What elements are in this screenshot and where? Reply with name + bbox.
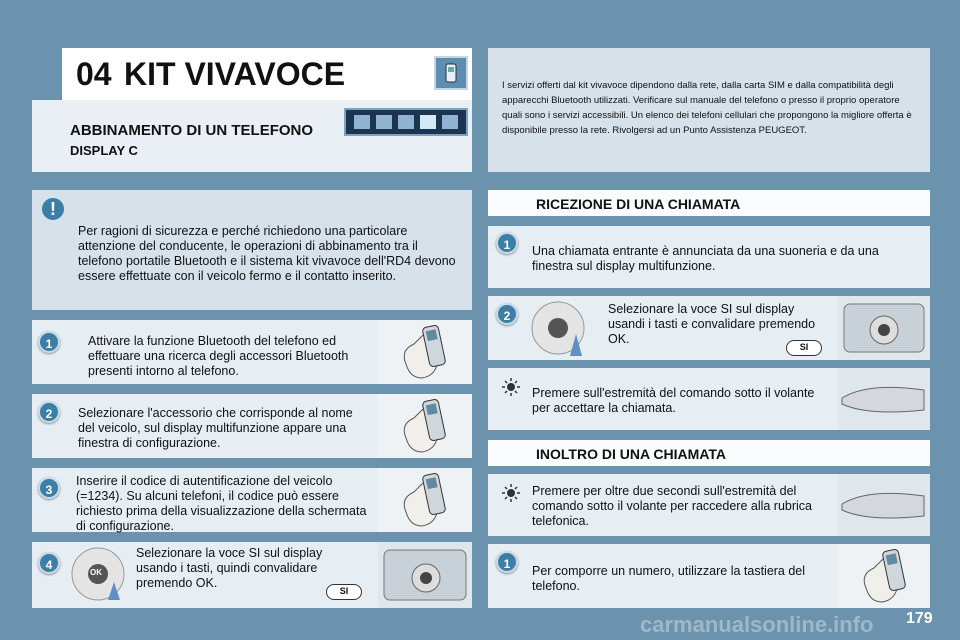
tab-square-icon	[376, 115, 392, 129]
watermark: carmanualsonline.info	[640, 612, 874, 637]
sun-icon	[502, 484, 520, 502]
step-2-panel	[32, 394, 472, 458]
step-text: Selezionare la voce SI sul display usandi i tasti e convalidare premendo OK.	[608, 302, 816, 346]
phone-hand-image	[378, 394, 472, 458]
section-subtitle: DISPLAY C	[70, 143, 138, 158]
section-header	[32, 100, 472, 172]
step-1-panel	[32, 320, 472, 384]
reception-step-3-panel	[488, 368, 930, 430]
reception-step-2-panel	[488, 296, 930, 360]
outgoing-title: INOLTRO DI UNA CHIAMATA	[536, 446, 727, 462]
outgoing-header	[488, 440, 930, 466]
sun-icon	[502, 378, 520, 396]
warning-text: Per ragioni di sicurezza e perché richiedono una particolare attenzione del conducente, le operazioni di abbinamento tra il telefono portatile Bluetooth e il sistema kit vivavoce dell'RD4 devono essere effettuate con il veicolo fermo e il contatto inserito.	[78, 224, 456, 283]
step-badge: 4	[38, 552, 60, 574]
step-badge: 1	[496, 551, 518, 573]
info-text: I servizi offerti dal kit vivavoce dipendono dalla rete, dalla carta SIM e dalla compatibilità degli apparecchi Bluetooth utilizzati. Verificare sul manuale del telefono o presso il proprio operatore quali sono i servizi accessibili. Un elenco dei telefoni cellulari che propongono la migliore offerta è disponibile presso la rete. Rivolgersi ad un Punto Assistenza PEUGEOT.	[502, 80, 912, 136]
step-text: Premere sull'estremità del comando sotto il volante per accettare la chiamata.	[532, 386, 815, 415]
step-badge: 2	[38, 401, 60, 423]
outgoing-step-2-panel	[488, 544, 930, 608]
joystick-image	[70, 544, 130, 604]
phone-icon	[434, 56, 468, 90]
step-text: Per comporre un numero, utilizzare la tastiera del telefono.	[532, 564, 806, 593]
outgoing-step-1-panel	[488, 474, 930, 536]
phone-hand-image	[378, 468, 472, 532]
tab-square-icon	[354, 115, 370, 129]
phone-hand-image	[838, 544, 930, 608]
reception-header	[488, 190, 930, 216]
page-title: KIT VIVAVOCE	[124, 56, 346, 92]
radio-panel-image	[838, 296, 930, 360]
info-panel	[488, 48, 930, 172]
reception-step-1-panel	[488, 226, 930, 288]
phone-hand-image	[378, 320, 472, 384]
step-badge: 2	[496, 303, 518, 325]
page-number: 179	[906, 610, 933, 627]
ok-label: OK	[90, 568, 102, 577]
steering-stalk-image	[838, 368, 930, 430]
reception-title: RICEZIONE DI UNA CHIAMATA	[536, 196, 741, 212]
step-text: Selezionare l'accessorio che corrisponde al nome del veicolo, sul display multifunzione appare una finestra di configurazione.	[78, 406, 353, 450]
warning-panel	[32, 190, 472, 310]
chapter-header	[62, 48, 472, 100]
step-text: Attivare la funzione Bluetooth del telefono ed effettuare una ricerca degli accessori Bluetooth presenti intorno al telefono.	[88, 334, 349, 378]
step-4-panel	[32, 542, 472, 608]
step-badge: 1	[38, 331, 60, 353]
radio-panel-image	[378, 542, 472, 608]
tab-square-icon	[420, 115, 436, 129]
step-badge: 1	[496, 232, 518, 254]
step-3-panel	[32, 468, 472, 532]
si-button: SI	[326, 584, 362, 600]
step-badge: 3	[38, 477, 60, 499]
steering-stalk-image	[838, 474, 930, 536]
si-button: SI	[786, 340, 822, 356]
joystick-image	[528, 298, 588, 358]
step-text: Selezionare la voce SI sul display usando i tasti, quindi convalidare premendo OK.	[136, 546, 323, 590]
section-title: ABBINAMENTO DI UN TELEFONO	[70, 122, 314, 139]
chapter-number: 04	[76, 56, 112, 92]
warning-icon: !	[40, 196, 66, 222]
step-text: Inserire il codice di autentificazione del veicolo (=1234). Su alcuni telefoni, il codice può essere richiesto prima della visualizzazione della schermata di configurazione.	[76, 474, 367, 533]
step-text: Una chiamata entrante è annunciata da una suoneria e da una finestra sul display multifunzione.	[532, 244, 879, 273]
tab-square-icon	[442, 115, 458, 129]
tabs-icon-strip	[344, 108, 468, 136]
step-text: Premere per oltre due secondi sull'estremità del comando sotto il volante per raccedere alla rubrica telefonica.	[532, 484, 813, 528]
tab-square-icon	[398, 115, 414, 129]
